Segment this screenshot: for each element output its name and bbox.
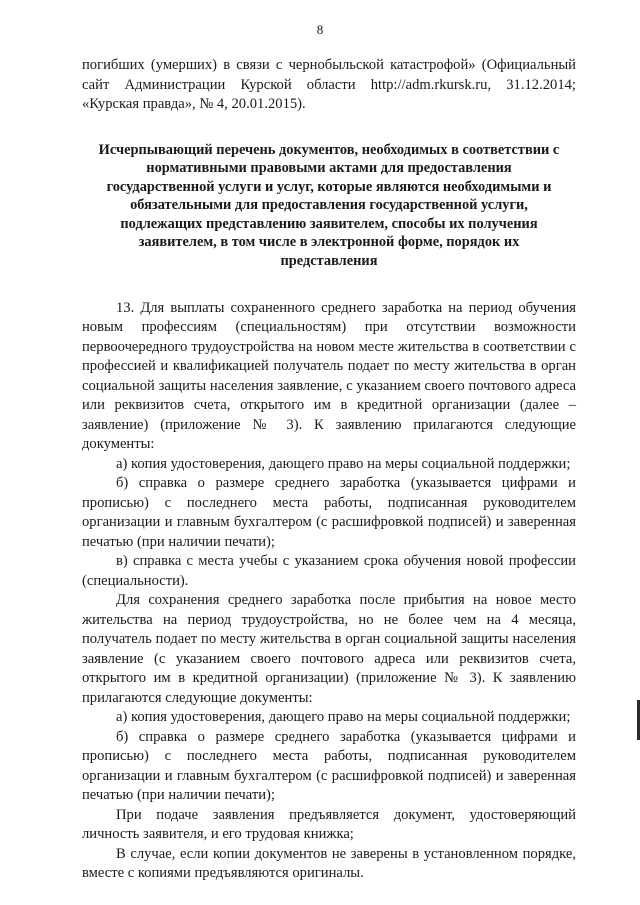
list-item-b-2: б) справка о размере среднего заработка (указывается цифрами и прописью) с последнего места работы, подписанная руководителем организации и главным бухгалтером (с расшифровкой подписей) и заверенная печатью (при наличии печати); bbox=[82, 728, 576, 804]
paragraph-identity-document: При подаче заявления предъявляется документ, удостоверяющий личность заявителя, и его трудовая книжка; bbox=[82, 806, 576, 843]
page-number: 8 bbox=[316, 22, 324, 37]
document-content bbox=[82, 56, 576, 884]
list-item-a-2: а) копия удостоверения, дающего право на меры социальной поддержки; bbox=[116, 709, 571, 726]
intro-paragraph: погибших (умерших) в связи с чернобыльской катастрофой» (Официальный сайт Администрации Курской области http://adm.rkursk.ru, 31.12.2014; «Курская правда», № 4, 20.01.2015). bbox=[82, 57, 576, 112]
paragraph-13: 13. Для выплаты сохраненного среднего заработка на период обучения новым профессиям (специальностям) при отсутствии возможности первоочередного трудоустройства на новом месте жительства в соответствии с профессией и квалификацией получатель подает по месту жительства в орган социальной защиты населения заявление, с указанием своего почтового адреса или реквизитов счета, открытого им в кредитной организации (далее – заявление) (приложение № 3). К заявлению прилагаются следующие документы: bbox=[82, 299, 576, 453]
list-item-b: б) справка о размере среднего заработка (указывается цифрами и прописью) с последнего места работы, подписанная руководителем организации и главным бухгалтером (с расшифровкой подписей) и заверенная печатью (при наличии печати); bbox=[82, 475, 576, 550]
paragraph-originals: В случае, если копии документов не заверены в установленном порядке, вместе с копиями предъявляются оригиналы. bbox=[82, 845, 576, 882]
section-heading: Исчерпывающий перечень документов, необходимых в соответствии с нормативными правовыми актами для предоставления государственной услуги и услуг, которые являются необходимыми и обязательными для предоставления государственной услуги, подлежащих представлению заявителем, способы их получения заявителем, в том числе в электронной форме, порядок их представления bbox=[98, 141, 560, 270]
list-item-a: а) копия удостоверения, дающего право на меры социальной поддержки; bbox=[116, 455, 571, 472]
list-item-c: в) справка с места учебы с указанием срока обучения новой профессии (специальности). bbox=[82, 553, 576, 589]
paragraph-new-residence: Для сохранения среднего заработка после прибытия на новое место жительства на период трудоустройства, но не более чем на 4 месяца, получатель подает по месту жительства в орган социальной защиты населения заявление (с указанием своего почтового адреса или реквизитов счета, открытого им в кредитной организации) (приложение № 3). К заявлению прилагаются следующие документы: bbox=[82, 592, 576, 706]
